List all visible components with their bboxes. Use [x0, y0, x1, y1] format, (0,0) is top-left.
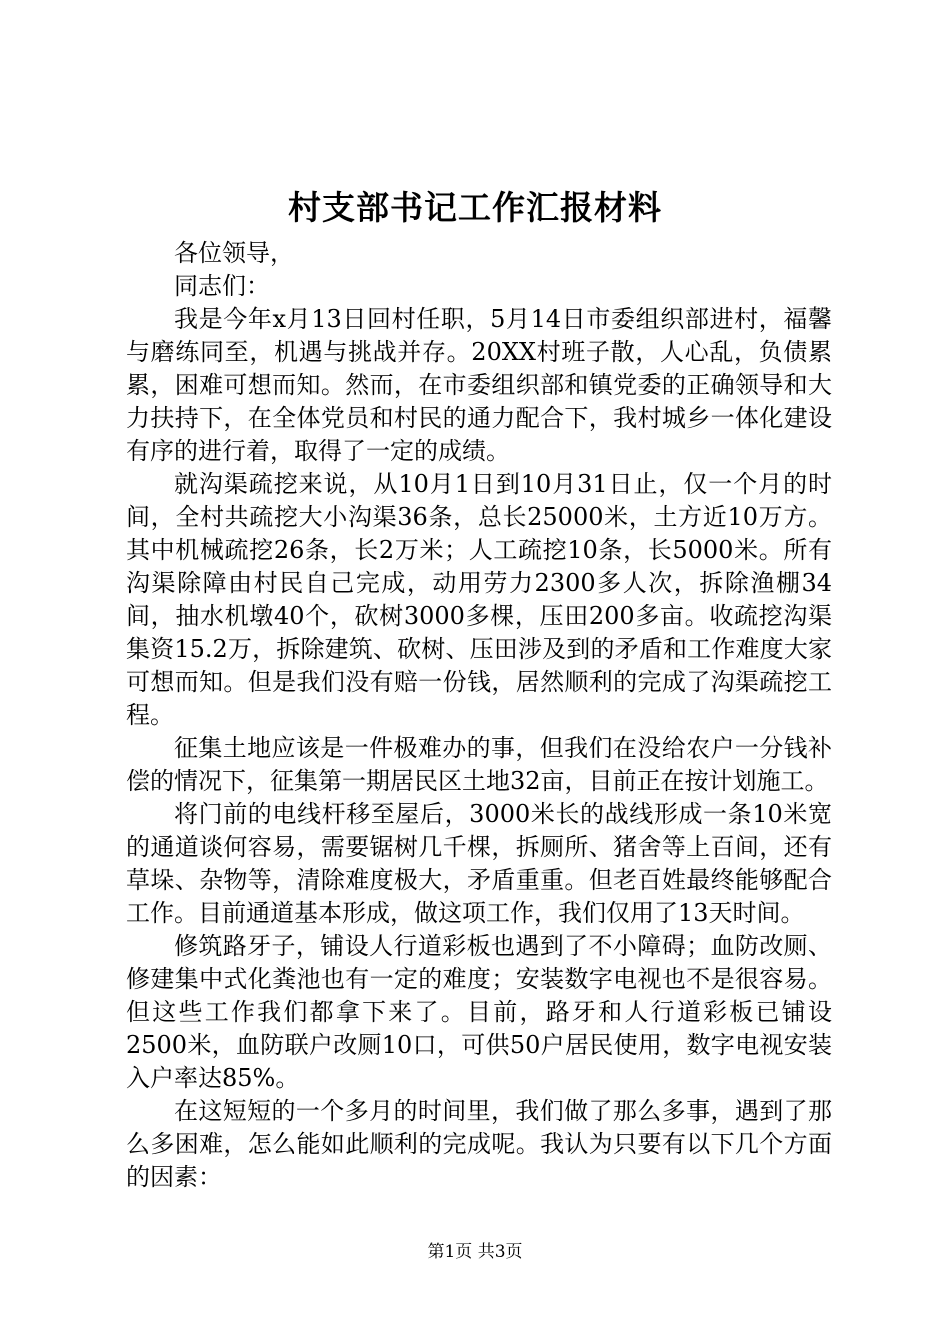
document-body [126, 237, 832, 1194]
body-paragraph: 在这短短的一个多月的时间里，我们做了那么多事，遇到了那么多困难，怎么能如此顺利的完成呢。我认为只要有以下几个方面的因素： [126, 1097, 832, 1191]
body-paragraph: 征集土地应该是一件极难办的事，但我们在没给农户一分钱补偿的情况下，征集第一期居民区土地32亩，目前正在按计划施工。 [126, 734, 832, 795]
body-paragraph: 就沟渠疏挖来说，从10月1日到10月31日止，仅一个月的时间，全村共疏挖大小沟渠36条，总长25000米，土方近10万方。其中机械疏挖26条，长2万米；人工疏挖10条，长5000米。所有沟渠除障由村民自己完成，动用劳力2300多人次，拆除渔棚34间，抽水机墩40个，砍树3000多棵，压田200多亩。收疏挖沟渠集资15.2万，拆除建筑、砍树、压田涉及到的矛盾和工作难度大家可想而知。但是我们没有赔一份钱，居然顺利的完成了沟渠疏挖工程。 [126, 470, 832, 729]
body-paragraph: 修筑路牙子，铺设人行道彩板也遇到了不小障碍；血防改厕、修建集中式化粪池也有一定的难度；安装数字电视也不是很容易。但这些工作我们都拿下来了。目前，路牙和人行道彩板已铺设2500米，血防联户改厕10口，可供50户居民使用，数字电视安装入户率达85%。 [126, 932, 832, 1092]
salutation-leaders: 各位领导， [174, 239, 294, 267]
body-paragraph: 将门前的电线杆移至屋后，3000米长的战线形成一条10米宽的通道谈何容易，需要锯树几千棵，拆厕所、猪舍等上百间，还有草垛、杂物等，清除难度极大，矛盾重重。但老百姓最终能够配合工作。目前通道基本形成，做这项工作，我们仅用了13天时间。 [126, 800, 832, 927]
page-footer: 第1页 共3页 [427, 1242, 523, 1262]
salutation-comrades: 同志们： [174, 272, 270, 300]
document-title: 村支部书记工作汇报材料 [288, 188, 662, 227]
body-paragraph: 我是今年x月13日回村任职，5月14日市委组织部进村，福馨与磨练同至，机遇与挑战并存。20XX村班子散，人心乱，负债累累，困难可想而知。然而，在市委组织部和镇党委的正确领导和大力扶持下，在全体党员和村民的通力配合下，我村城乡一体化建设有序的进行着，取得了一定的成绩。 [126, 305, 832, 465]
